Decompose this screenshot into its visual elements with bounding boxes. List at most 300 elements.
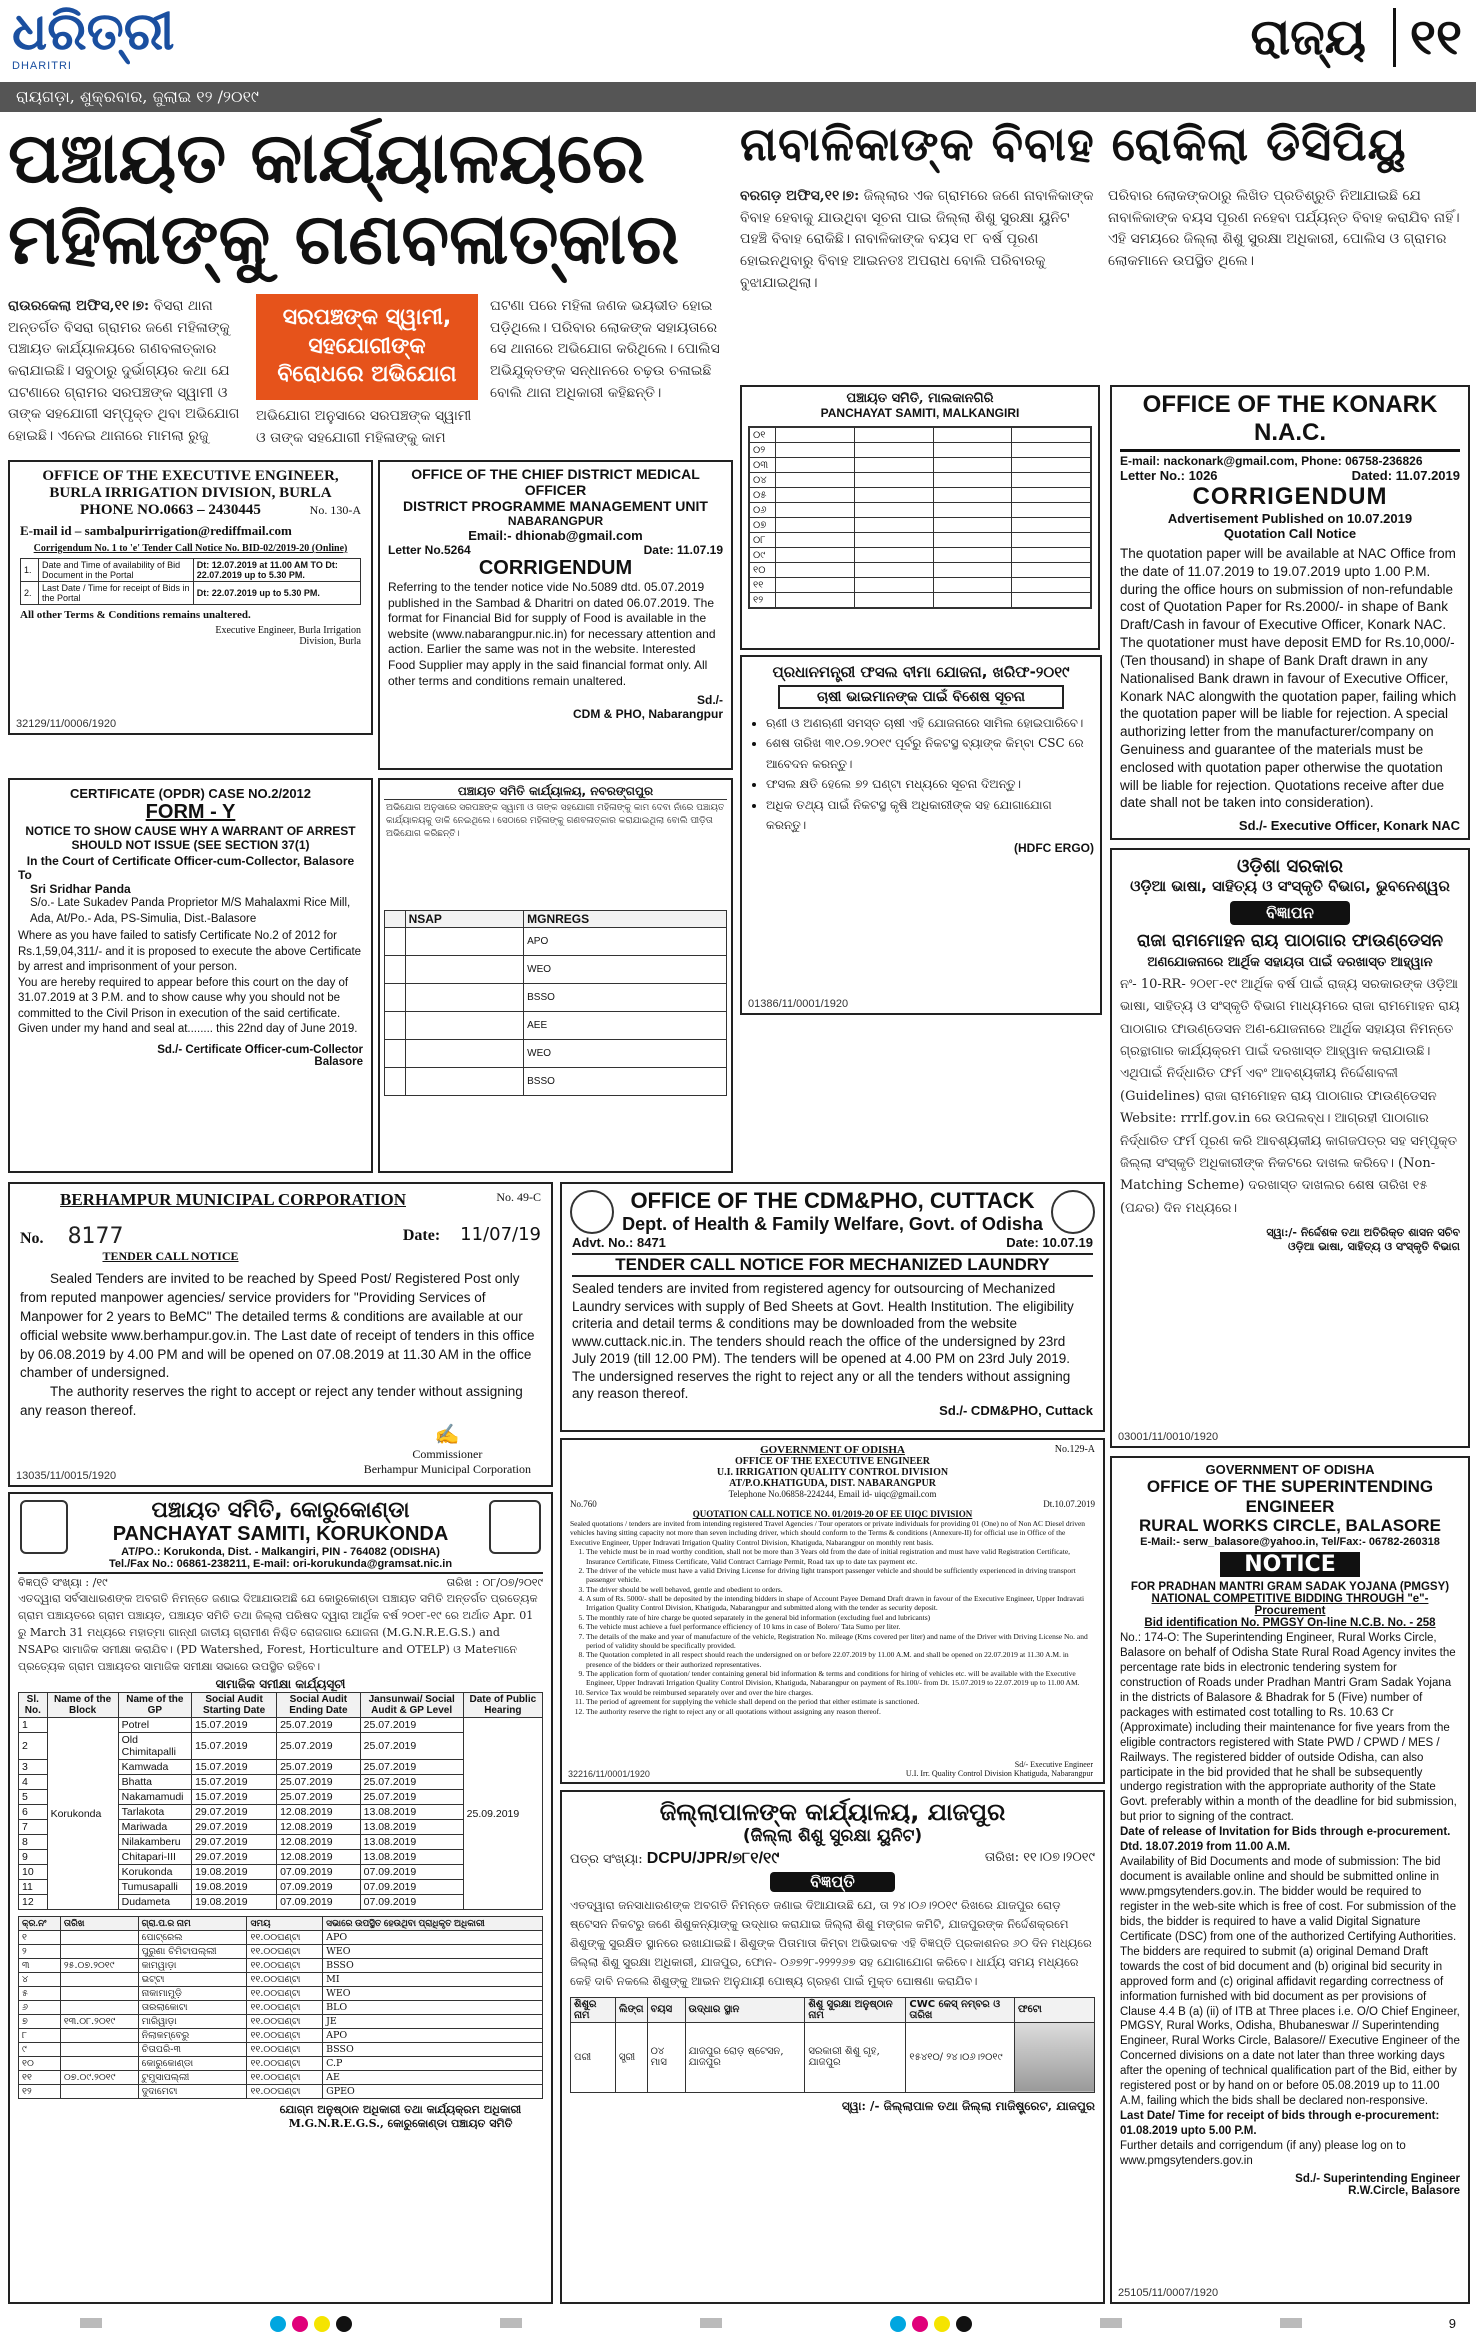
letter-label: ପତ୍ର ସଂଖ୍ୟା:: [570, 1852, 643, 1867]
table-cell: ୭: [19, 2015, 61, 2029]
table-row: [21, 559, 361, 582]
table-cell: AEE: [524, 1012, 727, 1040]
table-cell: ୫: [19, 1987, 61, 2001]
table-title: ସାମାଜିକ ସମୀକ୍ଷା କାର୍ଯ୍ୟସୂଚୀ: [215, 1677, 346, 1692]
table-cell: 15.07.2019: [192, 1733, 277, 1760]
ad-heading: TENDER CALL NOTICE: [102, 1249, 239, 1263]
divider: [1120, 449, 1460, 452]
logo-subtitle: DHARITRI: [12, 60, 72, 72]
signature-line-1: ସ୍ୱା:/- ନିର୍ଦ୍ଦେଶକ ତଥା ଅତିରିକ୍ତ ଶାସନ ସଚିବ: [1266, 1225, 1460, 1239]
table-cell: WEO: [524, 1040, 727, 1068]
ad-code: 32129/11/0006/1920: [16, 718, 117, 730]
story-text: ବିସରା ଥାନା ଅନ୍ତର୍ଗତ ବିସରା ଗ୍ରାମର ଜଣେ ମହିଳାଙ୍କୁ ପଞ୍ଚାୟତ କାର୍ଯ୍ୟାଳୟରେ ଗଣବଳାତ୍କାର କରାଯାଇଛି। ସବୁଠାରୁ ଦୁର୍ଭାଗ୍ୟର କଥା ଯେ ଘଟଣାରେ ଗ୍ରାମର ସରପଞ୍ଚଙ୍କ ସ୍ୱାମୀ ଓ ତାଙ୍କ ସହଯୋଗୀ ସମ୍ପୃକ୍ତ ଥିବା ଅଭିଯୋଗ ହୋଇଛି। ଏନେଇ ଥାନାରେ ମାମଲା ରୁଜୁ: [8, 298, 240, 445]
table-cell: 13.08.2019: [360, 1835, 463, 1850]
table-cell: [405, 1012, 524, 1040]
table-cell: [1012, 473, 1091, 488]
table-cell: [385, 1040, 406, 1068]
table-cell: [1012, 458, 1091, 473]
letter-number: [20, 1224, 124, 1249]
ad-ref-line: [388, 543, 723, 557]
ad-code: 01386/11/0001/1920: [748, 998, 849, 1010]
table-row: [750, 518, 1091, 533]
print-mark-square: [1280, 2318, 1302, 2328]
ad-court: In the Court of Certificate Officer-cum-Collector, Balasore: [26, 854, 355, 868]
table-cell: [933, 473, 1012, 488]
table-cell: ଚିତାପରି-୩: [138, 2043, 247, 2057]
ad-ref-line: [18, 1576, 543, 1590]
ad-office: OFFICE OF THE EXECUTIVE ENGINEER: [734, 1456, 931, 1467]
date-value: 11/07/19: [460, 1224, 541, 1245]
ad-address: S/o.- Late Sukadev Panda Proprietor M/S Mahalaxmi Rice Mill, Ada, At/Po.- Ada, PS-Simulia, Dist.-Balasore: [30, 897, 351, 925]
table-cell: ୦୯: [750, 548, 776, 563]
table-cell: ୬: [19, 2001, 61, 2015]
ad-email: Email:- dhionab@gmail.com: [468, 528, 643, 543]
table-cell: ୧୨: [750, 593, 776, 608]
table-cell: 25.07.2019: [277, 1733, 361, 1760]
signature-line-1: ଯୋଗ୍ମ ଅନୁଷ୍ଠାନ ଅଧିକାରୀ ତଥା କାର୍ଯ୍ୟକ୍ରମ ଅଧିକାରୀ: [279, 2103, 522, 2117]
table-cell: ୦୭: [750, 518, 776, 533]
table-cell: [60, 2043, 138, 2057]
table-cell: [60, 1973, 138, 1987]
hearing-cell: 25.09.2019: [463, 1718, 542, 1910]
officers-table: [18, 1916, 543, 2099]
table-cell: [854, 578, 933, 593]
table-cell: ୦୨: [750, 443, 776, 458]
table-cell: [854, 563, 933, 578]
page-mark: 9: [1448, 2316, 1456, 2331]
black-mark: [956, 2316, 972, 2332]
ad-ref: No. 49-C: [496, 1190, 541, 1204]
table-cell: ୦୪ ମାସ: [647, 2022, 685, 2092]
table-cell: 10: [19, 1865, 48, 1880]
ad-gov: GOVERNMENT OF ODISHA: [760, 1444, 905, 1456]
table-cell: [933, 578, 1012, 593]
table-cell: ୦୧: [750, 428, 776, 443]
table-row: [19, 1959, 543, 1973]
table-cell: ୦୩: [750, 458, 776, 473]
table-cell: ୧୧.୦୦ଘଣ୍ଟା: [247, 1973, 323, 1987]
ad-code: 25105/11/0007/1920: [1118, 2287, 1219, 2299]
table-header: Name of the Block: [47, 1693, 118, 1718]
ad-signature: [906, 1760, 1093, 1778]
ad-title: BERHAMPUR MUNICIPAL CORPORATION: [60, 1190, 406, 1209]
table-cell: ପୋଟ୍ରେଲ: [138, 1931, 247, 1945]
table-header: Date of Public Hearing: [463, 1693, 542, 1718]
page-number: ୧୧: [1393, 8, 1462, 67]
table-cell: [1012, 578, 1091, 593]
table-cell: BSSO: [323, 1959, 543, 1973]
table-cell: 25.07.2019: [360, 1790, 463, 1805]
table-cell: 25.07.2019: [277, 1790, 361, 1805]
table-row: [21, 582, 361, 605]
story-dateline: ରାଉରକେଲା ଅଫିସ,୧୧।୭:: [8, 298, 150, 314]
table-cell: 8: [19, 1835, 48, 1850]
table-cell: ଭଟ୍ଟା: [138, 1973, 247, 1987]
table-cell: Last Date / Time for receipt of Bids in the Portal: [39, 582, 194, 605]
story-headline-line2: ମହିଳାଙ୍କୁ ଗଣବଳାତ୍କାର: [8, 197, 680, 280]
table-cell: ୧୧.୦୦ଘଣ୍ଟା: [247, 2043, 323, 2057]
ad-body-1: No.: 174-O: The Superintending Engineer, Rural Works Circle, Balasore on behalf of Odisha State Rural Road Agency invites the percentage rate bids in electronic tendering system for construction of Roads under Pradhan Mantri Gram Sadak Yojana in the districts of Balasore & Bhadrak for 5 (Five) number of packages with estimated cost totalling to Rs. 10.63 Cr (Approximate) including their maintenance for five years from the eligible contractors registered with State PWD / CPWD / MES / Railways. The registered bidder of outside Odisha, can also participate in the bid provided that he shall be subsequently undergo registration with the appropriate authority of the State Govt. preferably within a month of the deadline for bid submission, but prior to signing of the contract.: [1120, 1632, 1457, 1824]
table-cell: 29.07.2019: [192, 1850, 277, 1865]
ad-konark-nac: [1110, 385, 1470, 840]
ad-body-2: You are hereby required to appear before this court on the day of 31.07.2019 at 3 P.M. and to show cause why you should not be committed to the Civil Prison in execution of the said certificate.: [18, 976, 349, 1020]
ad-place: NABARANGPUR: [507, 514, 604, 528]
table-row: [750, 593, 1091, 608]
table-cell: ୯: [19, 2043, 61, 2057]
table-cell: Chitapari-III: [118, 1850, 191, 1865]
table-cell: ନିଲାକମ୍ବେରୁ: [138, 2029, 247, 2043]
ad-fasal-bima: [740, 655, 1102, 1015]
ad-contact: E-mail: nackonark@gmail.com, Phone: 06758-236826: [1120, 454, 1423, 468]
table-header: Name of the GP: [118, 1693, 191, 1718]
list-item: 8. The Quotation completed in all respect should reach the undersigned on or before 22.07.2019 by 11.00 A.M. and shall be opened on 22.07.2019 at 11.30 A.M. in presence of the bidders or their authorized representatives.: [586, 1650, 1095, 1669]
table-cell: ୩: [19, 1959, 61, 1973]
table-cell: [776, 578, 855, 593]
masthead: [0, 0, 1476, 80]
table-cell: [776, 488, 855, 503]
ad-body: ନଂ- 10-RR- ୨୦୧୮-୧୯ ଆର୍ଥିକ ବର୍ଷ ପାଇଁ ରାଜ୍ୟ ସରକାରଙ୍କ ଓଡ଼ିଆ ଭାଷା, ସାହିତ୍ୟ ଓ ସଂସ୍କୃତି ବିଭାଗ ମାଧ୍ୟମରେ ରାଜା ରାମମୋହନ ରାୟ ପାଠାଗାର ଫାଉଣ୍ଡେସନ ଅଣ-ଯୋଜନାରେ ଆର୍ଥିକ ସହାୟତା ନିମନ୍ତେ ଗ୍ରନ୍ଥାଗାର କାର୍ଯ୍ୟକ୍ରମ ପାଇଁ ଦରଖାସ୍ତ ଆହ୍ୱାନ କରାଯାଉଛି। ଏଥିପାଇଁ ନିର୍ଦ୍ଧାରିତ ଫର୍ମ ଏବଂ ଆବଶ୍ୟକୀୟ ନିର୍ଦ୍ଦେଶାବଳୀ (Guidelines) ରାଜା ରାମମୋହନ ରାୟ ପାଠାଗାର ଫାଉଣ୍ଡେସନ Website: rrrlf.gov.in ରେ ଉପଲବ୍ଧ। ଆଗ୍ରହୀ ପାଠାଗାର ନିର୍ଦ୍ଧାରିତ ଫର୍ମ ପୂରଣ କରି ଆବଶ୍ୟକୀୟ କାଗଜପତ୍ର ସହ ସମ୍ପୃକ୍ତ ଜିଲ୍ଲା ସଂସ୍କୃତି ଅଧିକାରୀଙ୍କ ନିକଟରେ ଦାଖଲ କରିବେ। (Non-Matching Scheme) ଦରଖାସ୍ତ ଦାଖଲର ଶେଷ ତାରିଖ ୧୫ (ପନ୍ଦର) ଦିନ ମଧ୍ୟରେ।: [1120, 977, 1460, 1216]
list-item: 11. The period of agreement for supplying the vehicle shall depend on the period that either estimate is sanctioned.: [586, 1697, 1095, 1706]
table-cell: ତାରଲାକୋଟା: [138, 2001, 247, 2015]
table-header: ଲିଙ୍ଗ: [615, 1997, 647, 2022]
table-cell: JE: [323, 2015, 543, 2029]
table-header: Sl. No.: [19, 1693, 48, 1718]
logo-text: ଧରିତ୍ରୀ: [12, 2, 175, 62]
table-cell: [854, 548, 933, 563]
table-cell: [405, 1068, 524, 1096]
ad-berhampur-municipal: [8, 1182, 553, 1487]
ad-body-3: Given under my hand and seal at........ this 22nd day of June 2019.: [18, 1023, 358, 1036]
table-cell: [854, 428, 933, 443]
list-item: 5. The monthly rate of hire charge be quoted separately in the general bid information (excluding fuel and lubricants): [586, 1613, 1095, 1622]
table-cell: [933, 593, 1012, 608]
ad-contact: E-Mail:- serw_balasore@yahoo.in, Tel/Fax:- 06782-260318: [1140, 1536, 1440, 1549]
ad-title-2: RURAL WORKS CIRCLE, BALASORE: [1139, 1516, 1441, 1536]
table-cell: Tarlakota: [118, 1805, 191, 1820]
child-details-table: [570, 1997, 1095, 2093]
table-cell: BSSO: [524, 1068, 727, 1096]
letter-date: ତାରିଖ : ୦୮/୦୭/୨୦୧୯: [446, 1576, 543, 1589]
table-cell: [933, 503, 1012, 518]
table-cell: [405, 1040, 524, 1068]
number-value: 8177: [67, 1224, 124, 1249]
table-cell: Old Chimitapalli: [118, 1733, 191, 1760]
advt-number: Advt. No.: 8471: [572, 1235, 666, 1250]
ad-sub-2: NATIONAL COMPETITIVE BIDDING THROUGH "e"-Procurement: [1151, 1593, 1429, 1618]
table-cell: Potrel: [118, 1718, 191, 1733]
letter-date: [403, 1224, 541, 1249]
ad-grid: [384, 910, 727, 1096]
letter-value: DCPU/JPR/୭୮୧/୧୯: [646, 1850, 780, 1867]
ad-notice: QUOTATION CALL NOTICE NO. 01/2019-20 OF EE UIQC DIVISION: [692, 1509, 973, 1519]
ad-signature: Executive Engineer, Burla Irrigation Division, Burla: [215, 625, 361, 647]
table-row: [19, 1945, 543, 1959]
ad-gov: ଓଡ଼ିଶା ସରକାର: [1237, 856, 1343, 877]
table-header: ସମୟ: [247, 1917, 323, 1931]
ad-ref-line: [572, 1235, 1093, 1250]
list-item: 6. The vehicle must achieve a fuel performance efficiency of 10 kms in case of Bolero/ Tata Sumo per liter.: [586, 1622, 1095, 1631]
gandhi-icon: [489, 1500, 541, 1554]
table-cell: ୧୧.୦୦ଘଣ୍ଟା: [247, 1945, 323, 1959]
table-row: [750, 548, 1091, 563]
table-cell: ୪: [19, 1973, 61, 1987]
magenta-mark: [912, 2316, 928, 2332]
table-cell: [933, 518, 1012, 533]
table-row: [571, 2022, 1095, 2092]
emblem-icon-right: [1051, 1190, 1095, 1234]
ad-subtitle: Dept. of Health & Family Welfare, Govt. of Odisha: [622, 1214, 1043, 1234]
table-cell: [933, 563, 1012, 578]
table-cell: 07.09.2019: [277, 1895, 361, 1910]
ad-signature: [258, 2103, 543, 2131]
table-cell: ସ୍ତ୍ରୀ: [615, 2022, 647, 2092]
table-cell: ୧୩.୦୮.୨୦୧୯: [60, 2015, 138, 2029]
table-cell: ୧୧.୦୦ଘଣ୍ଟା: [247, 2071, 323, 2085]
ad-body: Sealed tenders are invited from registered agency for outsourcing of Mechanized Laundry services with supply of Bed Sheets at Govt. Health Institution. The eligibility criteria and detail terms & conditions may be downloaded from the website www.cuttack.nic.in. The tenders should reach the office of the undersigned by 23rd July 2019 (till 12.00 PM). The tenders will be opened at 4.00 PM on 23rd July 2019. The undersigned reserves the right to reject any or all the tenders without assigning any reason thereof.: [572, 1281, 1074, 1402]
table-cell: ୦୭.୦୯.୨୦୧୯: [60, 2071, 138, 2085]
table-header: ତାରିଖ: [60, 1917, 138, 1931]
table-row: [750, 473, 1091, 488]
ad-notice: Corrigendum No. 1 to 'e' Tender Call Notice No. BID-02/2019-20 (Online): [33, 543, 348, 554]
yellow-mark: [934, 2316, 950, 2332]
table-header: କ୍ର.ନଂ: [19, 1917, 61, 1931]
table-cell: Mariwada: [118, 1820, 191, 1835]
table-cell: ୧୧.୦୦ଘଣ୍ଟା: [247, 2029, 323, 2043]
ad-title: OFFICE OF THE EXECUTIVE ENGINEER,: [42, 468, 339, 484]
table-cell: 6: [19, 1805, 48, 1820]
table-cell: AE: [323, 2071, 543, 2085]
advt-date: Date: 10.07.19: [1006, 1235, 1093, 1250]
table-cell: 2: [19, 1733, 48, 1760]
ad-badge: ବିଜ୍ଞାପନ: [1230, 901, 1350, 925]
letter-date: Date: 11.07.19: [643, 543, 723, 557]
table-cell: ମାରିୱାଡ଼ା: [138, 2015, 247, 2029]
ad-to: To: [18, 868, 32, 882]
ad-header: [20, 1190, 541, 1210]
story-gangrape: [8, 118, 730, 448]
ad-body: ଏତଦ୍ୱାରା ଜନସାଧାରଣଙ୍କ ଅବଗତି ନିମନ୍ତେ ଜଣାଇ ଦିଆଯାଉଛି ଯେ, ତା ୨୪।୦୬।୨୦୧୯ ରିଖରେ ଯାଜପୁର ରୋଡ଼ ଷ୍ଟେସନ ନିକଟରୁ ଜଣେ ଶିଶୁକନ୍ୟାଙ୍କୁ ଉଦ୍ଧାର କରାଯାଇ ଜିଲ୍ଲା ଶିଶୁ ମଙ୍ଗଳ କମିଟି, ଯାଜପୁରଙ୍କ ନିର୍ଦ୍ଦେଶକ୍ରମେ ଶିଶୁଙ୍କୁ ସୁରକ୍ଷିତ ସ୍ଥାନରେ ରଖାଯାଇଛି। ଶିଶୁଙ୍କ ପିତାମାତା କିମ୍ବା ଅଭିଭାବକ ଏହି ବିଜ୍ଞପ୍ତି ପ୍ରକାଶନର ୬୦ ଦିନ ମଧ୍ୟରେ ଜିଲ୍ଲା ଶିଶୁ ସୁରକ୍ଷା ଅଧିକାରୀ, ଯାଜପୁର, ଫୋନ- ୦୬୭୨୮-୨୨୨୨୬୭ ସହ ଯୋଗାଯୋଗ କରିବେ। ଧାର୍ଯ୍ୟ ସମୟ ମଧ୍ୟରେ କେହି ଦାବି ନକଲେ ଶିଶୁଙ୍କୁ ଆଇନ ଅନୁଯାୟୀ ପୋଷ୍ୟ ଗ୍ରହଣ ପାଇଁ ମୁକ୍ତ ଘୋଷଣା କରାଯିବ।: [570, 1898, 1092, 1988]
ad-case: CERTIFICATE (OPDR) CASE NO.2/2012: [69, 786, 312, 801]
table-cell: [1012, 533, 1091, 548]
ad-subheading: Advertisement Published on 10.07.2019: [1167, 511, 1413, 526]
ad-points-list: [748, 713, 1094, 835]
ad-body-2: Date of release of Invitation for Bids through e-procurement. Dtd. 18.07.2019 from 11.00 A.M.: [1120, 1826, 1451, 1854]
table-cell: 12.08.2019: [277, 1805, 361, 1820]
table-cell: ୨: [19, 1945, 61, 1959]
letter-date: Dt.10.07.2019: [1043, 1499, 1095, 1509]
table-cell: 07.09.2019: [277, 1865, 361, 1880]
list-item: 10. Service Tax would be reimbursed separately over and over the hire charges.: [586, 1688, 1095, 1697]
table-cell: [1012, 593, 1091, 608]
table-cell: 29.07.2019: [192, 1820, 277, 1835]
table-row: [19, 2057, 543, 2071]
table-cell: ୧୫୪୧୦/ ୨୪।୦୬।୨୦୧୯: [906, 2022, 1015, 2092]
ad-title: OFFICE OF THE CDM&PHO, CUTTACK: [630, 1188, 1035, 1213]
letter-date: Dated: 11.07.2019: [1351, 468, 1460, 483]
table-row: [19, 1987, 543, 2001]
table-cell: Nakamamudi: [118, 1790, 191, 1805]
table-cell: 07.09.2019: [360, 1880, 463, 1895]
ad-place: AT/P.O.KHATIGUDA, DIST. NABARANGPUR: [729, 1478, 936, 1489]
ad-division: U.I. IRRIGATION QUALITY CONTROL DIVISION: [716, 1467, 949, 1478]
table-row: [385, 956, 727, 984]
section-title: ରାଜ୍ୟ: [1250, 8, 1366, 66]
table-cell: WEO: [323, 1945, 543, 1959]
table-header: ସଭାରେ ଉପସ୍ଥିତ ହେଉଥିବା ପ୍ରାଧିକୃତ ଅଧିକାରୀ: [323, 1917, 543, 1931]
table-cell: ଦୁଦାମେଟା: [138, 2085, 247, 2099]
ad-signature: [1120, 1226, 1460, 1254]
ad-title: OFFICE OF THE SUPERINTENDING ENGINEER: [1146, 1477, 1434, 1516]
story2-text: ଜିଲ୍ଲାର ଏକ ଗ୍ରାମରେ ଜଣେ ନାବାଳିକାଙ୍କ ବିବାହ ହେବାକୁ ଯାଉଥିବା ସୂଚନା ପାଇ ଜିଲ୍ଲା ଶିଶୁ ସୁରକ୍ଷା ୟୁନିଟ ପହଞ୍ଚି ବିବାହ ରୋକିଛି। ନାବାଳିକାଙ୍କ ବୟସ ୧୮ ବର୍ଷ ପୂରଣ ହୋଇନଥିବାରୁ ବିବାହ ଆଇନତଃ ଅପରାଧ ବୋଲି ପରିବାରକୁ ବୁଝାଯାଇଥିଲା।: [740, 188, 1094, 291]
table-cell: [405, 956, 524, 984]
ad-notice: NOTICE TO SHOW CAUSE WHY A WARRANT OF ARREST SHOULD NOT ISSUE (SEE SECTION 37(1): [25, 824, 356, 852]
table-cell: ଟୁମୁସାପଲ୍ଲୀ: [138, 2071, 247, 2085]
table-cell: Nilakamberu: [118, 1835, 191, 1850]
table-cell: 25.07.2019: [277, 1760, 361, 1775]
ad-body-text: ଅଭିଯୋଗ ଅନୁସାରେ ସରପଞ୍ଚଙ୍କ ସ୍ୱାମୀ ଓ ତାଙ୍କ ସହଯୋଗୀ ମହିଳାଙ୍କୁ କାମ ଦେବା ନାଁରେ ପଞ୍ଚାୟତ କାର୍ଯ୍ୟାଳୟକୁ ଡାକି ନେଇଥିଲେ। ସେଠାରେ ମହିଳାଙ୍କୁ ଗଣବଳାତ୍କାର କରାଯାଇଥିଲା ବୋଲି ପୀଡ଼ିତା ଅଭିଯୋଗ କରିଛନ୍ତି।: [386, 803, 725, 840]
table-header: ଶିଶୁର ନାମ: [571, 1997, 616, 2022]
table-cell: [933, 443, 1012, 458]
table-header-row: [571, 1997, 1095, 2022]
table-cell: 3: [19, 1760, 48, 1775]
ad-phone: PHONE NO.0663 – 2430445: [80, 502, 261, 518]
table-header: ଫଟୋ: [1015, 1997, 1095, 2022]
table-cell: 07.09.2019: [277, 1880, 361, 1895]
ad-body-5: Further details and corrigendum (if any) please log on to www.pmgsytenders.gov.in: [1120, 2139, 1406, 2167]
table-cell: 5: [19, 1790, 48, 1805]
table-cell: 15.07.2019: [192, 1760, 277, 1775]
table-cell: [854, 503, 933, 518]
table-cell: ୧୧: [750, 578, 776, 593]
table-cell: [1012, 428, 1091, 443]
table-row: [750, 533, 1091, 548]
story2-headline: ନାବାଳିକାଙ୍କ ବିବାହ ରୋକିଲା ଡିସିପିୟୁ: [740, 117, 1407, 171]
number-label: No.: [20, 1230, 44, 1247]
table-cell: [1012, 548, 1091, 563]
table-cell: [1012, 443, 1091, 458]
ad-form: FORM - Y: [145, 801, 236, 823]
table-cell: 12.08.2019: [277, 1835, 361, 1850]
ad-body-2: The authority reserves the right to accept or reject any tender without assigning any reason thereof.: [20, 1384, 523, 1419]
table-cell: 07.09.2019: [360, 1895, 463, 1910]
table-cell: BSSO: [323, 2043, 543, 2057]
table-cell: C.P: [323, 2057, 543, 2071]
signature-line-1: Commissioner: [412, 1447, 483, 1461]
ad-phone-line: [20, 502, 361, 519]
print-mark-square: [700, 2318, 722, 2328]
table-row: [385, 984, 727, 1012]
ad-code: 03001/11/0010/1920: [1118, 1431, 1219, 1443]
table-cell: ୦୬: [750, 503, 776, 518]
table-row: [385, 1068, 727, 1096]
table-row: [19, 2029, 543, 2043]
table-cell: ପରୀ: [571, 2022, 616, 2092]
table-cell: [60, 2057, 138, 2071]
table-cell: 13.08.2019: [360, 1850, 463, 1865]
table-cell: 19.08.2019: [192, 1880, 277, 1895]
table-cell: Tumusapalli: [118, 1880, 191, 1895]
table-row: [19, 1718, 543, 1733]
table-cell: WEO: [323, 1987, 543, 2001]
table-cell: [1012, 563, 1091, 578]
ad-title-2: BURLA IRRIGATION DIVISION, BURLA: [49, 485, 332, 501]
table-cell: 1: [19, 1718, 48, 1733]
table-cell: Date and Time of availability of Bid Document in the Portal: [39, 559, 194, 582]
ad-body-3: Availability of Bid Documents and mode of submission: The bid document is available online and should be submitted online in www.pmgsytenders.gov.in. The bidder would be required to register in the web-site which is free of cost. For submission of the bids, the bidder is required to have a valid Digital Signature Certificate (DSC) from one of the authorized Certifying Authorities. The bidders are required to submit (a) original Demand Draft towards the cost of bid document and (b) original bid security in approved form and (c) original affidavit regarding correctness of information furnished with bid document as per provisions of Clause 4.4 B (a) (ii) of ITB at Three places i.e. O/O Chief Engineer, PMGSY, Rural Works, Odisha, Bhubaneswar // Superintending Engineer, Rural Works Circle, Balasore// Executive Engineer of the Concerned divisions on a date not later than three working days after the opening of technical qualification part of the Bid, either by registered post or by hand on or before 05.08.2019 up to 11.00 A.M, failing which the bids shall be declared non-responsive.: [1120, 1856, 1460, 2108]
ad-sub-1: FOR PRADHAN MANTRI GRAM SADAK YOJANA (PMGSY): [1130, 1581, 1450, 1594]
block-cell: Korukonda: [47, 1718, 118, 1910]
table-cell: [776, 503, 855, 518]
table-cell: APO: [524, 928, 727, 956]
table-cell: [933, 548, 1012, 563]
signature-line-2: CDM & PHO, Nabarangpur: [572, 707, 723, 722]
print-mark-square: [1100, 2318, 1122, 2328]
table-cell: [405, 984, 524, 1012]
malkangiri-grid: [748, 426, 1092, 609]
table-cell: 12.08.2019: [277, 1850, 361, 1865]
list-item: 7. The details of the make and year of manufacture of the vehicle, Registration No. mileage (Kms covered per liter) and name of the Driver with Driving License No. and period of validity should be specifically provided.: [586, 1632, 1095, 1651]
table-row: [385, 1012, 727, 1040]
ad-bank: (HDFC ERGO): [1014, 841, 1094, 856]
table-cell: ୧୦: [750, 563, 776, 578]
ad-title-odia: ପଞ୍ଚାୟତ ସମିତି, ମାଲକାନଗିରି: [846, 391, 994, 406]
table-cell: [776, 518, 855, 533]
list-item: 2. The driver of the vehicle must have a valid Driving License for driving light transport passenger vehicle and should be sufficiently experienced in driving transport passenger vehicle.: [586, 1566, 1095, 1585]
table-cell: Korukonda: [118, 1865, 191, 1880]
table-row: [750, 443, 1091, 458]
table-header-row: [385, 911, 727, 928]
table-cell: [385, 928, 406, 956]
table-cell: ୧୧.୦୦ଘଣ୍ଟା: [247, 2057, 323, 2071]
table-row: [19, 1973, 543, 1987]
ad-signature: Sd./- CDM&PHO, Cuttack: [939, 1402, 1093, 1418]
ad-ref-line: [20, 1224, 541, 1249]
story2-dateline: ବରଗଡ଼ ଅଫିସ,୧୧।୭:: [740, 188, 860, 204]
list-item: • ଅଧିକ ତଥ୍ୟ ପାଇଁ ନିକଟସ୍ଥ କୃଷି ଅଧିକାରୀଙ୍କ ସହ ଯୋଗାଯୋଗ କରନ୍ତୁ।: [766, 795, 1094, 836]
ad-heading: CORRIGENDUM: [1192, 483, 1388, 510]
ad-name: Sri Sridhar Panda: [30, 882, 131, 896]
table-cell: [776, 548, 855, 563]
emblem-icon: [20, 1500, 68, 1554]
signature-line-1: Sd./- Superintending Engineer: [1295, 2172, 1460, 2185]
ad-code: 32216/11/0001/1920: [568, 1769, 650, 1779]
ad-body-1: Where as you have failed to satisfy Certificate No.2 of 2012 for Rs.1,59,04,311/- and it is proposed to execute the above Certificate by arrest and imprisonment of your person.: [18, 930, 362, 974]
table-cell: 13.08.2019: [360, 1805, 463, 1820]
ad-khatiguda-quotation: [560, 1438, 1105, 1784]
table-row: [385, 1040, 727, 1068]
table-cell: ୧: [19, 1931, 61, 1945]
table-cell: କାମୱାଡ଼ା: [138, 1959, 247, 1973]
table-cell: Kamwada: [118, 1760, 191, 1775]
table-cell: [854, 593, 933, 608]
letter-number: ବିଜ୍ଞପ୍ତି ସଂଖ୍ୟା : /୧୯: [18, 1576, 108, 1589]
table-cell: 25.07.2019: [360, 1733, 463, 1760]
letter-number: No.760: [570, 1499, 597, 1509]
ad-subhead: ଅଣଯୋଜନାରେ ଆର୍ଥିକ ସହାୟତା ପାଇଁ ଦରଖାସ୍ତ ଆହ୍ୱାନ: [1147, 955, 1433, 970]
list-item: 4. A sum of Rs. 5000/- shall be deposited by the intending bidders in shape of Account Payee Demand Draft drawn in favour of the Executive Engineer, Upper Indravati Irrigation Quality Control Division, Khatiguda, Nabarangpur and submitted along with the tender as security deposit.: [586, 1594, 1095, 1613]
table-cell: [933, 458, 1012, 473]
black-mark: [336, 2316, 352, 2332]
table-cell: Dt: 22.07.2019 up to 5.30 PM.: [193, 582, 360, 605]
table-header: ଉଦ୍ଧାର ସ୍ଥାନ: [685, 1997, 805, 2022]
table-cell: [405, 928, 524, 956]
letter-number: [570, 1850, 779, 1868]
table-cell: ୧୧.୦୦ଘଣ୍ଟା: [247, 2085, 323, 2099]
table-row: [750, 488, 1091, 503]
table-cell: [776, 428, 855, 443]
signature-line-2: U.I. Irr. Quality Control Division Khatiguda, Nabarangpur: [905, 1769, 1093, 1778]
ad-malkangiri-table: [740, 385, 1100, 650]
